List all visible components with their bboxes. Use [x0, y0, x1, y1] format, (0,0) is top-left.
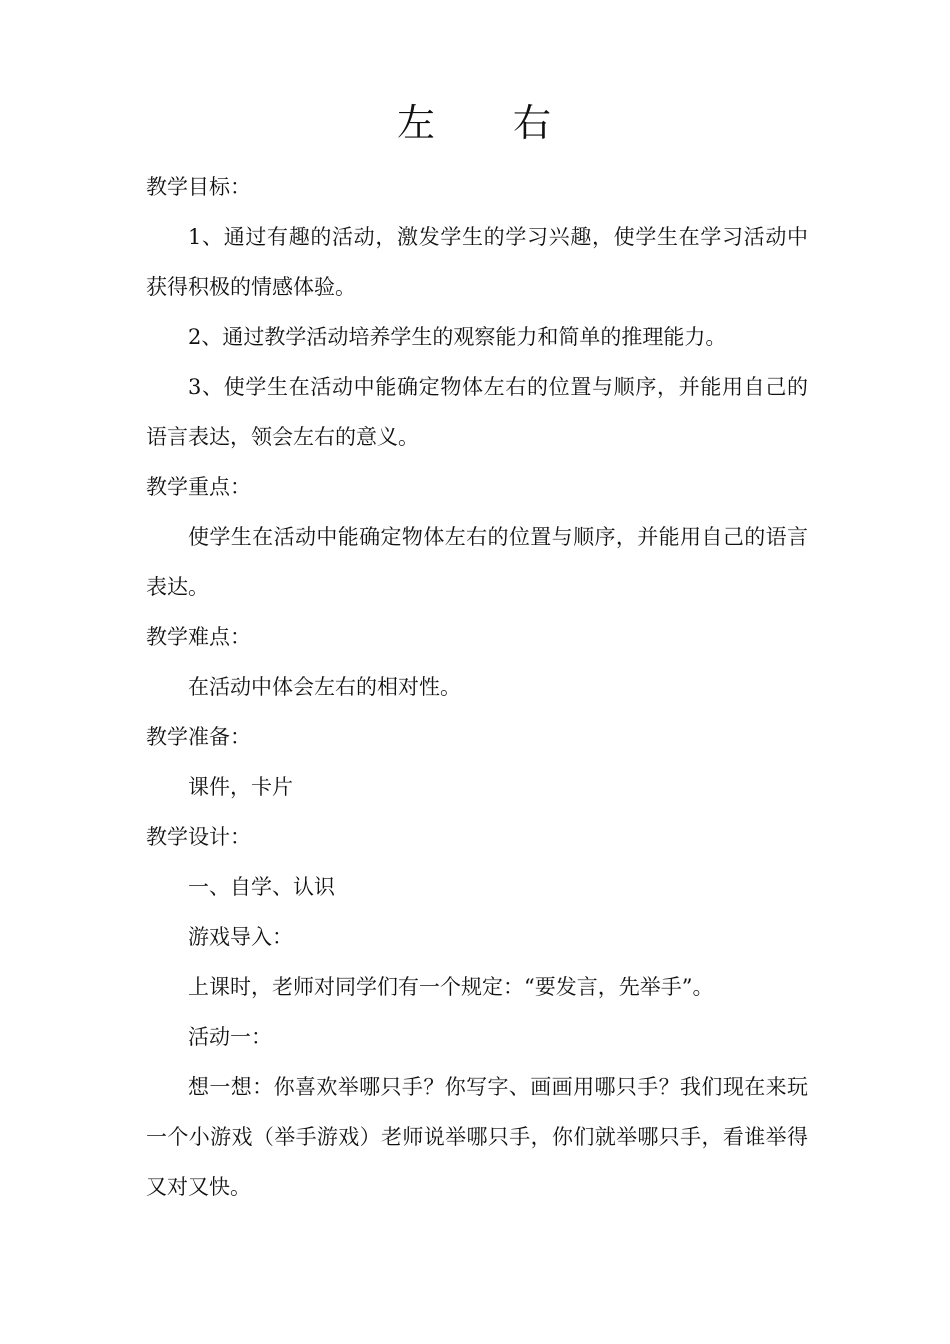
design-line-1: 一、自学、认识 [188, 875, 335, 899]
design-line-3: 上课时，老师对同学们有一个规定：“要发言，先举手”。 [188, 975, 714, 999]
design-line-4: 活动一： [188, 1025, 272, 1049]
document-body [146, 162, 808, 1212]
key-points-text: 使学生在活动中能确定物体左右的位置与顺序，并能用自己的语言表达。 [146, 525, 808, 599]
document-title [0, 98, 950, 148]
design-line-2: 游戏导入： [188, 925, 293, 949]
goal-item-2: 2、通过教学活动培养学生的观察能力和简单的推理能力。 [188, 325, 727, 349]
key-points-heading: 教学重点： [146, 475, 251, 499]
difficulties-heading: 教学难点： [146, 625, 251, 649]
goal-item-3: 3、使学生在活动中能确定物体左右的位置与顺序，并能用自己的语言表达，领会左右的意义。 [146, 375, 808, 449]
goals-heading: 教学目标： [146, 175, 251, 199]
title-right-char: 右 [513, 101, 554, 145]
preparation-text: 课件，卡片 [188, 775, 293, 799]
design-line-5: 想一想：你喜欢举哪只手？你写字、画画用哪只手？我们现在来玩一个小游戏（举手游戏）老师说举哪只手，你们就举哪只手，看谁举得又对又快。 [146, 1075, 808, 1199]
preparation-heading: 教学准备： [146, 725, 251, 749]
goal-item-1: 1、通过有趣的活动，激发学生的学习兴趣，使学生在学习活动中获得积极的情感体验。 [146, 225, 808, 299]
design-heading: 教学设计： [146, 825, 251, 849]
title-left-char: 左 [396, 101, 437, 145]
difficulties-text: 在活动中体会左右的相对性。 [188, 675, 461, 699]
